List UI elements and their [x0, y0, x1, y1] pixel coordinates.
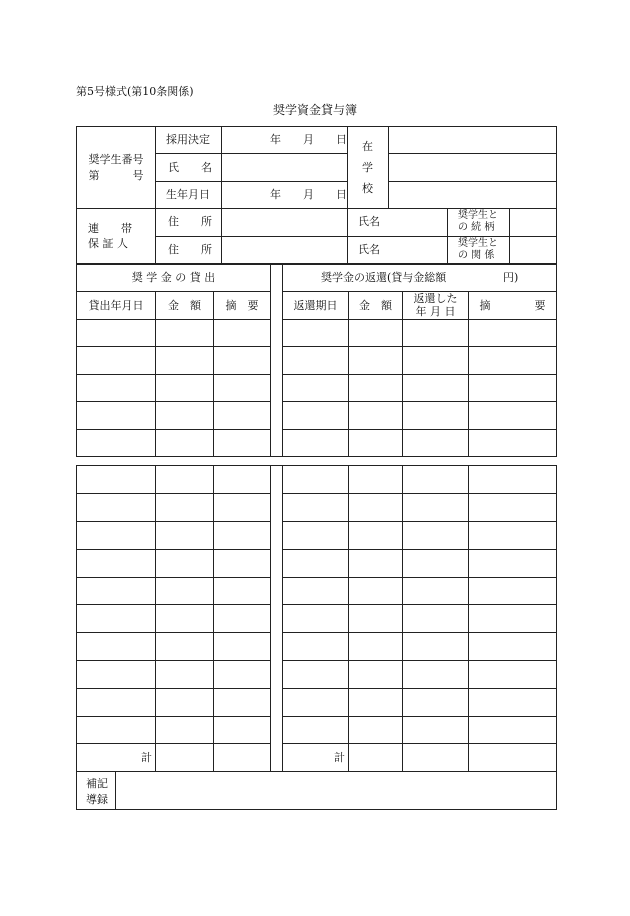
repayment-col-remarks: 摘 要 [479, 299, 546, 312]
guarantor2-address-label: 住 所 [168, 243, 212, 256]
notes-block-border [77, 772, 557, 810]
repayment-total-label: 計 [334, 751, 345, 764]
repayment-yen-label: 円) [503, 271, 519, 284]
guarantor1-name-label: 氏名 [358, 215, 380, 228]
guarantor1-relation-label-2: の 続 柄 [458, 222, 495, 233]
guarantor1-relation-label: 奨学生と [458, 210, 498, 221]
loan-col-date: 貸出年月日 [88, 299, 144, 312]
repayment-section-title: 奨学金の返還(貸与金総額 [321, 271, 447, 284]
school-label-char-2: 学 [362, 161, 373, 174]
notes-label: 補記 [86, 777, 108, 790]
loan-section-title: 奨 学 金 の 貸 出 [131, 271, 216, 284]
birth-date-label: 生年月日 [166, 188, 210, 201]
student-id-label: 奨学生番号 [88, 153, 144, 166]
adoption-label: 採用決定 [166, 133, 210, 146]
school-label-char-3: 校 [362, 182, 373, 195]
guarantor2-name-label: 氏名 [358, 243, 380, 256]
loan-col-amount: 金 額 [168, 299, 201, 312]
lower-block-border [77, 466, 557, 772]
loan-total-label: 計 [141, 751, 152, 764]
guarantor-label: 連 帯 [88, 222, 132, 235]
form-number-label: 第5号様式(第10条関係) [76, 85, 194, 98]
repayment-col-paid-date-2: 年 月 日 [415, 305, 456, 318]
notes-label-2: 導録 [86, 793, 108, 806]
guarantor-label-2: 保 証 人 [88, 237, 128, 250]
birth-date-field[interactable]: 年 月 日 [270, 188, 347, 201]
school-label-char-1: 在 [362, 140, 373, 153]
guarantor2-relation-label: 奨学生と [458, 238, 498, 249]
loan-col-remarks: 摘 要 [225, 299, 259, 312]
repayment-col-due-date: 返還期日 [293, 299, 338, 312]
adoption-date-field[interactable]: 年 月 日 [270, 133, 347, 146]
repayment-col-paid-date: 返還した [413, 292, 458, 305]
guarantor1-address-label: 住 所 [168, 215, 212, 228]
repayment-col-amount: 金 額 [359, 299, 392, 312]
student-id-number: 第 号 [88, 169, 144, 182]
guarantor2-relation-label-2: の 関 係 [458, 250, 495, 261]
upper-block-border [77, 265, 557, 457]
student-name-label: 氏 名 [168, 161, 212, 174]
form-title: 奨学資金貸与簿 [272, 103, 357, 117]
